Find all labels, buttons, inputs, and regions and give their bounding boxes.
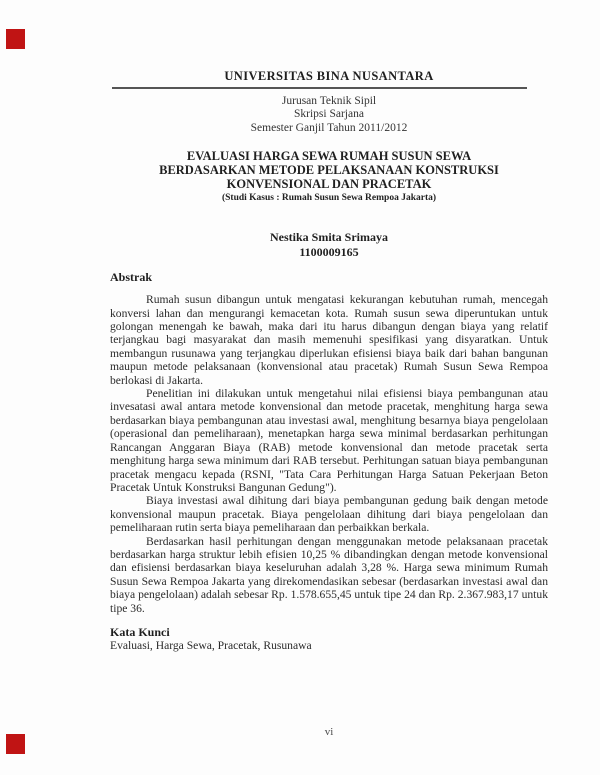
document-subheader [110, 95, 548, 135]
abstract-paragraph-4: Berdasarkan hasil perhitungan dengan menggunakan metode pelaksanaan pracetak berdasarkan harga struktur lebih efisien 10,25 % dibandingkan dengan metode konvensional dan efisiensi berdasarkan biaya keseluruhan adalah 3,28 %. Harga sewa minimum Rumah Susun Sewa Rempoa Jakarta yang direkomendasikan sebesar (berdasarkan investasi awal dan biaya pengelolaan) adalah sebesar Rp. 1.578.655,45 untuk tipe 24 dan Rp. 2.367.983,17 untuk tipe 36. [110, 534, 548, 615]
abstract-paragraph-3: Biaya investasi awal dihitung dari biaya pembangunan gedung baik dengan metode konvensional maupun pracetak. Biaya pengelolaan dihitung dari biaya pengelolaan dan pemeliharaan rutin serta biaya pemeliharaan dan perbaikkan berkala. [110, 494, 548, 535]
keywords-list: Evaluasi, Harga Sewa, Pracetak, Rusunawa [110, 639, 312, 653]
case-study-line: (Studi Kasus : Rumah Susun Sewa Rempoa Jakarta) [221, 193, 437, 204]
thesis-title-line-2: BERDASARKAN METODE PELAKSANAAN KONSTRUKSI [159, 163, 499, 178]
header-divider [112, 87, 527, 89]
red-scan-mark-bottom-icon [6, 734, 25, 754]
department-line: Jurusan Teknik Sipil [281, 95, 377, 107]
abstract-paragraph-2: Penelitian ini dilakukan untuk mengetahui nilai efisiensi biaya pembangunan atau invesatasi awal antara metode konvensional dan metode pracetak, menghitung harga sewa berdasarkan biaya pembangunan atau investasi awal, menghitung besarnya biaya pengelolaan (operasional dan pemeliharaan), menetapkan harga sewa minimal berdasarkan perhitungan Rancangan Anggaran Biaya (RAB) metode konvensional dan metode pracetak serta menghitung harga sewa minimum dari RAB tersebut. Perhitungan satuan biaya pembangunan pracetak mengacu kepada (RSNI, "Tata Cara Perhitungan Harga Satuan Pekerjaan Beton Pracetak Untuk Konstruksi Bangunan Gedung"). [110, 387, 548, 494]
program-line: Skripsi Sarjana [294, 108, 364, 121]
thesis-title-line-1: EVALUASI HARGA SEWA RUMAH SUSUN SEWA [186, 149, 472, 164]
page-number: vi [324, 726, 334, 738]
thesis-title-line-3: KONVENSIONAL DAN PRACETAK [226, 177, 432, 192]
keywords-heading: Kata Kunci [110, 624, 170, 639]
abstract-body [110, 293, 548, 615]
student-id: 1100009165 [299, 244, 359, 259]
abstract-heading: Abstrak [110, 270, 153, 285]
red-scan-mark-top-icon [6, 29, 25, 49]
author-block [110, 230, 548, 259]
university-name: UNIVERSITAS BINA NUSANTARA [224, 69, 434, 83]
page-content [110, 69, 548, 653]
abstract-paragraph-1: Rumah susun dibangun untuk mengatasi kekurangan kebutuhan rumah, mencegah konversi lahan dan mengurangi kemacetan kota. Rumah susun sewa diperuntukan untuk golongan menengah ke bawah, maka dari itu harus dibangun dengan biaya yang relatif terjangkau bagi masyarakat dan masih memenuhi spesifikasi yang disyaratkan. Untuk membangun rusunawa yang terjangkau diperlukan efisiensi biaya baik dari bahan bangunan maupun metode pelaksanaan (konvensional atau pracetak) Rumah Susun Sewa Rempoa berlokasi di Jakarta. [110, 293, 548, 387]
semester-line: Semester Ganjil Tahun 2011/2012 [250, 121, 408, 134]
thesis-title [110, 149, 548, 191]
author-name: Nestika Smita Srimaya [270, 230, 388, 245]
